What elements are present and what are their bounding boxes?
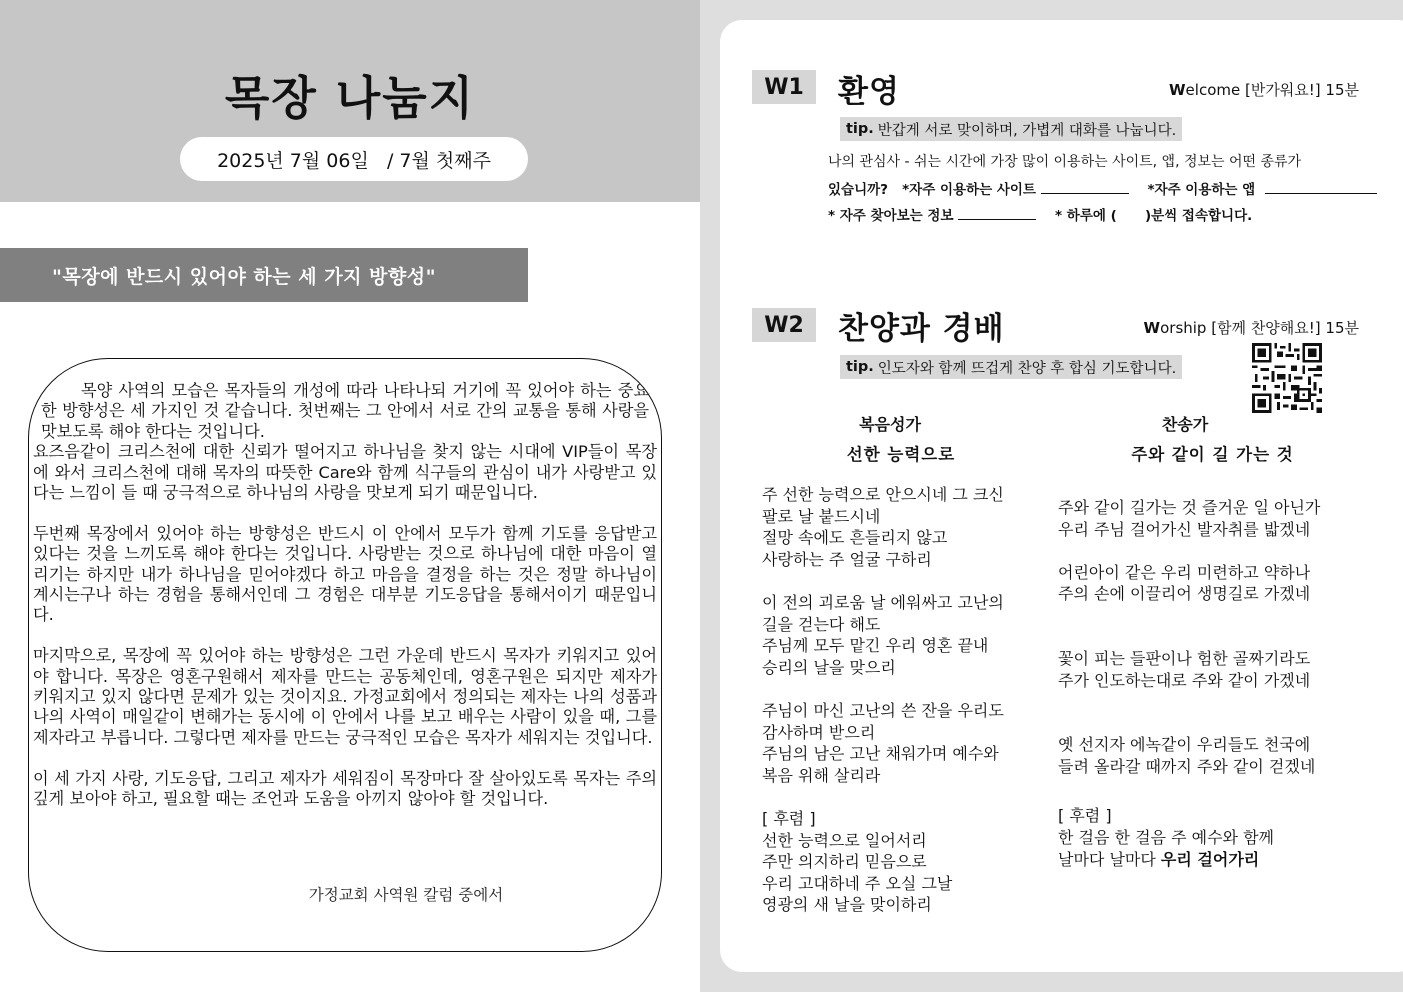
- w1-question-row: [828, 204, 1252, 224]
- gospel-line: 사랑하는 주 얼굴 구하리: [762, 549, 932, 569]
- date-label: 2025년 7월 06일 / 7월 첫째주: [180, 137, 528, 181]
- gospel-line: 주 선한 능력으로 안으시네 그 크신: [762, 485, 1004, 504]
- gospel-line: 승리의 날을 맞으리: [762, 657, 896, 677]
- w1-meta-text: elcome [반가워요!] 15분: [1185, 81, 1359, 99]
- verse-gap: [1058, 605, 1368, 648]
- hymn-line: 어린아이 같은 우리 미련하고 약하나: [1058, 562, 1311, 582]
- gospel-lyrics: [762, 484, 1047, 916]
- hymn-line: 옛 선지자 에녹같이 우리들도 천국에: [1058, 735, 1311, 755]
- verse-gap: [1058, 777, 1368, 805]
- hymn-chorus-line: 한 걸음 한 걸음 주 예수와 함께: [1058, 827, 1274, 847]
- gospel-line: 팔로 날 붙드시네: [762, 506, 881, 526]
- column-article-box: [28, 358, 662, 952]
- w1-site-label: *자주 이용하는 사이트: [902, 182, 1036, 198]
- hymn-line: 주가 인도하는대로 주와 같이 가겠네: [1058, 670, 1311, 690]
- page-title: 목장 나눔지: [224, 71, 476, 125]
- column-title-banner: "목장에 반드시 있어야 하는 세 가지 방향성": [0, 248, 528, 302]
- w1-meta-initial: W: [1169, 81, 1186, 99]
- qr-code-icon[interactable]: [1252, 343, 1322, 413]
- w1-title: 환영: [838, 74, 900, 110]
- w2-tip: [840, 355, 1182, 379]
- w1-daily-label: * 하루에 (: [1055, 208, 1117, 224]
- hymn-chorus-text: 날마다 날마다: [1058, 849, 1161, 869]
- gospel-line: 복음 위해 살리라: [762, 765, 881, 785]
- verse-gap: [762, 570, 1047, 592]
- w1-badge: W1: [752, 70, 816, 104]
- w1-daily-suffix: )분씩 접속합니다.: [1144, 208, 1253, 224]
- gospel-line: 선한 능력으로 일어서리: [762, 830, 927, 850]
- info-blank-line: [958, 207, 1036, 220]
- hymn-line: 우리 주님 걸어가신 발자취를 밟겠네: [1058, 519, 1311, 539]
- w1-tip: [840, 117, 1182, 141]
- gospel-line: 주님께 모두 맡긴 우리 영혼 끝내: [762, 636, 989, 656]
- hymn-line: 들려 올라갈 때까지 주와 같이 걷겠네: [1058, 756, 1316, 776]
- w1-meta: [1169, 79, 1359, 100]
- article-paragraph: 이 세 가지 사랑, 기도응답, 그리고 제자가 세워짐이 목장마다 잘 살아있도록 목자는 주의깊게 보아야 하고, 필요할 때는 조언과 도움을 아끼지 않아야 할 것입니다.: [33, 768, 657, 809]
- hymn-song-title: 주와 같이 길 가는 것: [1131, 445, 1294, 464]
- w2-meta-initial: W: [1143, 319, 1161, 337]
- app-blank-line: [1265, 181, 1377, 194]
- gospel-line: [ 후렴 ]: [762, 808, 816, 828]
- hymn-chorus-label: [ 후렴 ]: [1058, 806, 1112, 826]
- hymn-heading: 찬송가: [1161, 415, 1209, 434]
- hymn-chorus-line: [1058, 849, 1368, 871]
- w2-meta: [1144, 317, 1359, 338]
- gospel-line: 주만 의지하리 믿음으로: [762, 852, 927, 872]
- gospel-song-title: 선한 능력으로: [846, 445, 956, 464]
- gospel-heading: 복음성가: [859, 415, 921, 434]
- w1-question-row: [828, 178, 1377, 198]
- article-paragraph: 목양 사역의 모습은 목자들의 개성에 따라 나타나되 거기에 꼭 있어야 하는 중요한 방향성은 세 가지인 것 같습니다. 첫번째는 그 안에서 서로 간의 교통을 통해 사랑을 맛보도록 해야 한다는 것입니다.: [41, 381, 649, 441]
- article-source: 가정교회 사역원 칼럼 중에서: [308, 886, 504, 904]
- hymn-lyrics: [1058, 497, 1368, 870]
- w1-app-label: *자주 이용하는 앱: [1147, 182, 1256, 198]
- article-paragraph: 두번째 목장에서 있어야 하는 방향성은 반드시 이 안에서 모두가 함께 기도를 응답받고 있다는 것을 느끼도록 해야 한다는 것입니다. 사랑받는 것으로 하나님에 대한 마음이 열리기는 하지만 내가 하나님을 믿어야겠다 하고 마음을 결정을 하는 것은 정말 하나님이 계시는구나 하는 경험을 통해서인데 그 경험은 대부분 기도응답을 통해서이기 때문입니다.: [33, 523, 657, 625]
- hymn-line: 주와 같이 길가는 것 즐거운 일 아닌가: [1058, 498, 1321, 517]
- w1-info-label: * 자주 찾아보는 정보: [828, 208, 954, 224]
- w1-question-text: 있습니까?: [828, 182, 888, 198]
- w1-tip-label: tip.: [846, 121, 874, 137]
- w2-tip-label: tip.: [846, 359, 874, 375]
- gospel-line: 길을 걷는다 해도: [762, 614, 881, 634]
- verse-gap: [762, 786, 1047, 808]
- w1-question-line: 나의 관심사 - 쉬는 시간에 가장 많이 이용하는 사이트, 앱, 정보는 어떤 종류가: [828, 154, 1302, 170]
- hymn-line: 주의 손에 이끌리어 생명길로 가겠네: [1058, 584, 1311, 604]
- w1-tip-text: 반갑게 서로 맞이하며, 가볍게 대화를 나눕니다.: [877, 122, 1177, 139]
- verse-gap: [1058, 540, 1368, 562]
- column-article-text: [33, 381, 657, 830]
- gospel-line: 우리 고대하네 주 오실 그날: [762, 873, 953, 893]
- w2-meta-text: orship [함께 찬양해요!] 15분: [1160, 319, 1359, 337]
- gospel-line: 감사하며 받으리: [762, 722, 876, 742]
- hymn-chorus-bold: 우리 걸어가리: [1160, 849, 1260, 869]
- hymn-line: 꽃이 피는 들판이나 험한 골짜기라도: [1058, 648, 1311, 668]
- gospel-line: 이 전의 괴로움 날 에워싸고 고난의: [762, 592, 1004, 612]
- gospel-line: 주님이 마신 고난의 쓴 잔을 우리도: [762, 700, 1004, 720]
- gospel-line: 주님의 남은 고난 채워가며 예수와: [762, 744, 999, 764]
- w2-badge: W2: [752, 308, 816, 342]
- article-paragraph: 마지막으로, 목장에 꼭 있어야 하는 방향성은 그런 가운데 반드시 목자가 키워지고 있어야 합니다. 목장은 영혼구원해서 제자를 만드는 공동체인데, 영혼구원은 되지만 제자가 키워지고 있지 않다면 문제가 있는 것이지요. 가정교회에서 정의되는 제자는 나의 성품과 나의 사역이 매일같이 변해가는 동시에 이 안에서 나를 보고 배우는 사람이 있을 때, 그를 제자라고 부릅니다. 그렇다면 제자를 만드는 궁극적인 모습은 목자가 세워지는 것입니다.: [33, 646, 657, 747]
- verse-gap: [762, 678, 1047, 700]
- gospel-line: 절망 속에도 흔들리지 않고: [762, 528, 948, 548]
- site-blank-line: [1041, 181, 1129, 194]
- verse-gap: [1058, 691, 1368, 734]
- w2-title: 찬양과 경배: [838, 311, 1005, 347]
- article-paragraph: 요즈음같이 크리스천에 대한 신뢰가 떨어지고 하나님을 찾지 않는 시대에 VIP들이 목장에 와서 크리스천에 대해 목자의 따뜻한 Care와 함께 식구들의 관심이 내가 사랑받고 있다는 느낌이 들 때 궁극적으로 하나님의 사랑을 맛보게 되기 때문입니다.: [33, 442, 657, 503]
- gospel-line: 영광의 새 날을 맞이하리: [762, 895, 932, 915]
- w2-tip-text: 인도자와 함께 뜨겁게 찬양 후 합심 기도합니다.: [877, 360, 1177, 377]
